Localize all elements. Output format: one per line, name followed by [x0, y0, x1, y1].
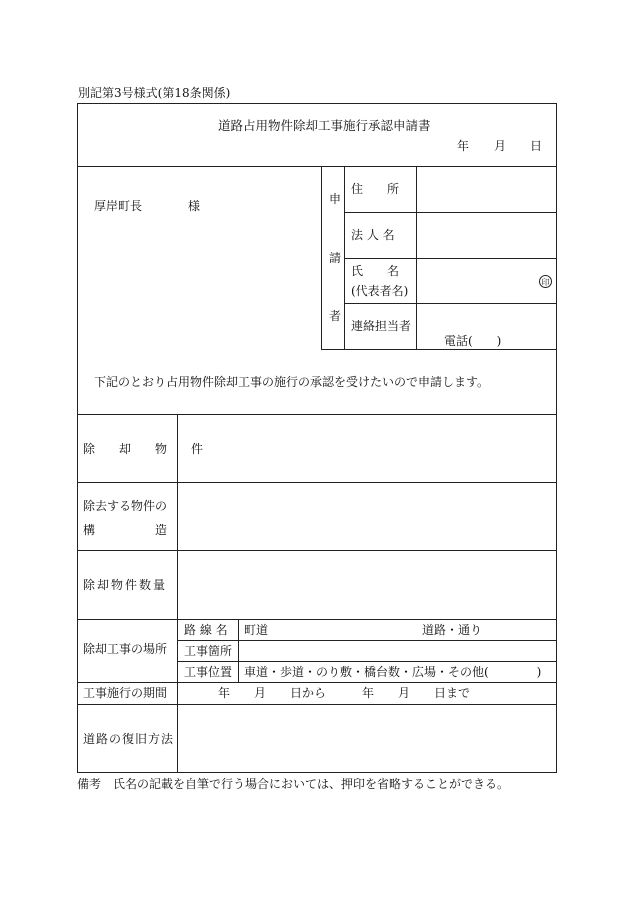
applicant-char-2: 請 [329, 251, 342, 265]
position-label: 工事位置 [184, 665, 233, 679]
applicant-char-1: 申 [329, 192, 342, 206]
row-divider-3 [77, 619, 557, 620]
title-divider [77, 166, 557, 167]
removal-item-label: 除 却 物 件 [83, 442, 210, 456]
route-prefix: 町道 [244, 623, 269, 637]
date-month[interactable]: 月 [494, 139, 507, 153]
location-sub-line-2 [177, 661, 557, 662]
removal-item-field[interactable] [179, 416, 555, 480]
row-divider-4 [77, 682, 557, 683]
address-field[interactable] [418, 168, 554, 210]
applicant-char-3: 者 [329, 309, 342, 323]
label-column-border [177, 414, 178, 773]
address-label: 住 所 [351, 182, 400, 196]
route-suffix: 道路・通り [422, 623, 483, 637]
addressee-name: 厚岸町長 [94, 199, 143, 213]
route-name-label: 路 線 名 [184, 623, 228, 637]
row-divider-2 [77, 550, 557, 551]
site-field[interactable] [240, 642, 555, 659]
route-name-field[interactable] [270, 621, 418, 638]
period-label: 工事施行の期間 [83, 686, 168, 700]
phone-field[interactable]: 電話( ) [444, 334, 502, 348]
statement-divider [77, 414, 557, 415]
applicant-row-line-1 [344, 212, 557, 213]
contact-person-field[interactable] [418, 305, 554, 331]
applicant-left-border [321, 166, 322, 349]
location-label: 除却工事の場所 [83, 642, 168, 656]
contact-person-label: 連絡担当者 [351, 319, 412, 333]
restoration-label: 道路の復旧方法 [83, 732, 175, 746]
corporation-field[interactable] [418, 214, 554, 256]
structure-label-line1: 除去する物件の [83, 499, 168, 513]
location-sub-border [238, 619, 239, 682]
applicant-bottom-line [321, 349, 557, 350]
remarks-note: 備考 氏名の記載を自筆で行う場合においては、押印を省略することができる。 [77, 777, 510, 791]
period-value[interactable]: 年 月 日から 年 月 日まで [218, 686, 471, 700]
restoration-field[interactable] [179, 706, 555, 771]
seal-mark-icon: 印 [539, 275, 552, 288]
representative-label: (代表者名) [351, 284, 409, 298]
applicant-row-line-2 [344, 258, 557, 259]
position-options[interactable]: 車道・歩道・のり敷・橋台数・広場・その他( ) [244, 665, 542, 679]
applicant-row-line-3 [344, 303, 557, 304]
application-statement: 下記のとおり占用物件除却工事の施行の承認を受けたいので申請します。 [94, 375, 490, 389]
row-divider-1 [77, 482, 557, 483]
corporation-label: 法 人 名 [351, 228, 395, 242]
name-label: 氏 名 [351, 264, 400, 278]
quantity-label: 除却物件数量 [83, 578, 168, 592]
form-number-note: 別記第3号様式(第18条関係) [78, 86, 231, 100]
row-divider-5 [77, 704, 557, 705]
date-year[interactable]: 年 [457, 139, 470, 153]
quantity-field[interactable] [179, 552, 555, 617]
date-day[interactable]: 日 [530, 139, 543, 153]
structure-label-line2: 構 造 [83, 523, 168, 537]
form-title: 道路占用物件除却工事施行承認申請書 [218, 118, 431, 133]
addressee-honorific: 様 [188, 199, 201, 213]
site-label: 工事箇所 [184, 644, 233, 658]
name-field[interactable] [418, 260, 528, 301]
structure-field[interactable] [179, 484, 555, 548]
location-sub-line-1 [177, 640, 557, 641]
